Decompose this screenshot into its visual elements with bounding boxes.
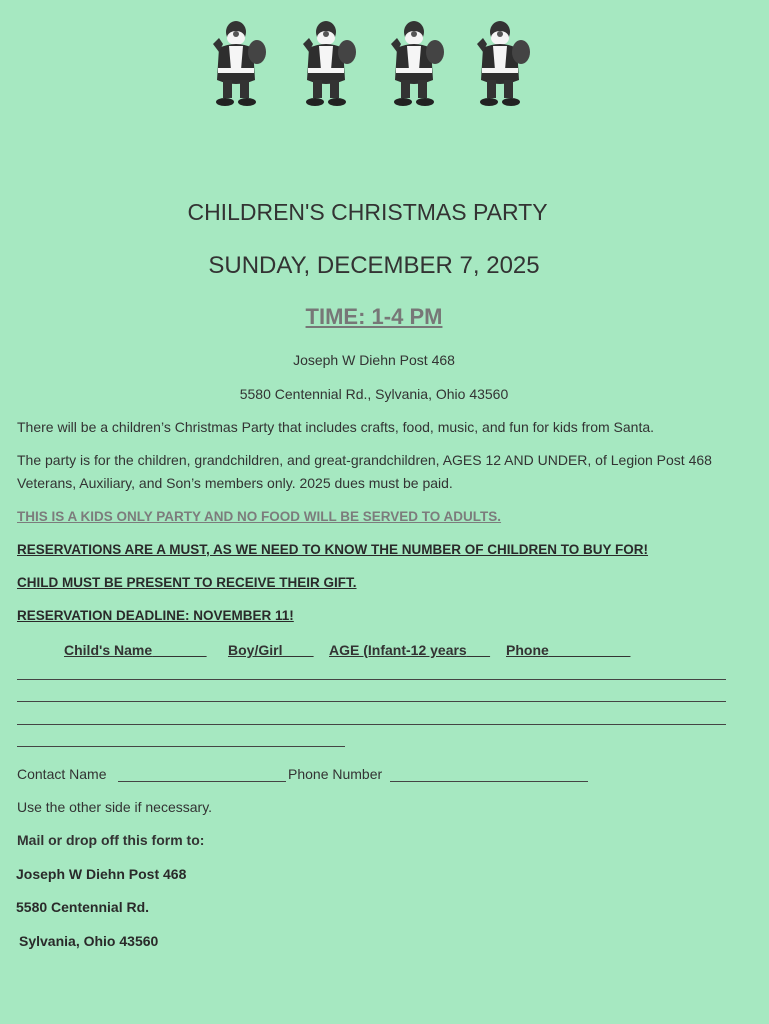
venue-address: 5580 Centennial Rd., Sylvania, Ohio 43560 xyxy=(239,386,509,402)
other-side-note: Use the other side if necessary. xyxy=(17,799,213,815)
phone-number-field[interactable] xyxy=(390,781,588,782)
mail-address-line3: Sylvania, Ohio 43560 xyxy=(19,933,159,949)
santa-icon xyxy=(383,18,445,110)
santa-illustrations xyxy=(205,18,530,113)
intro-paragraph: There will be a children’s Christmas Party that includes crafts, food, music, and fun for kids from Santa. xyxy=(17,419,655,435)
mail-address-line1: Joseph W Diehn Post 468 xyxy=(16,866,187,882)
reservations-notice: RESERVATIONS ARE A MUST, AS WE NEED TO KNOW THE NUMBER OF CHILDREN TO BUY FOR! xyxy=(17,542,649,557)
entry-line[interactable] xyxy=(17,701,726,702)
entry-line[interactable] xyxy=(17,724,726,725)
age-column-header: AGE (Infant-12 years xyxy=(329,642,467,658)
event-time: TIME: 1-4 PM xyxy=(305,304,443,329)
santa-icon xyxy=(295,18,357,110)
kids-only-notice: THIS IS A KIDS ONLY PARTY AND NO FOOD WILL BE SERVED TO ADULTS. xyxy=(17,509,502,524)
child-name-column-header: Child's Name xyxy=(64,642,153,658)
contact-name-label: Contact Name xyxy=(17,766,107,782)
entry-line[interactable] xyxy=(17,746,345,747)
entry-line[interactable] xyxy=(17,679,726,680)
deadline-notice: RESERVATION DEADLINE: NOVEMBER 11! xyxy=(17,608,294,623)
santa-icon xyxy=(469,18,531,110)
santa-icon xyxy=(205,18,267,110)
eligibility-paragraph: The party is for the children, grandchildren, and great-grandchildren, AGES 12 AND UNDER, of Legion Post 468 Veterans, Auxiliary, and Son’s members only. 2025 dues must be paid. xyxy=(17,452,712,491)
present-notice: CHILD MUST BE PRESENT TO RECEIVE THEIR GIFT. xyxy=(17,575,357,590)
phone-number-label: Phone Number xyxy=(288,766,383,782)
mail-instruction: Mail or drop off this form to: xyxy=(17,832,205,848)
gender-column-header: Boy/Girl xyxy=(228,642,283,658)
page-title: CHILDREN'S CHRISTMAS PARTY xyxy=(187,199,548,225)
mail-address-line2: 5580 Centennial Rd. xyxy=(16,899,150,915)
phone-column-header: Phone xyxy=(506,642,549,658)
event-date: SUNDAY, DECEMBER 7, 2025 xyxy=(208,252,540,279)
contact-name-field[interactable] xyxy=(118,781,286,782)
venue-name: Joseph W Diehn Post 468 xyxy=(293,352,455,368)
